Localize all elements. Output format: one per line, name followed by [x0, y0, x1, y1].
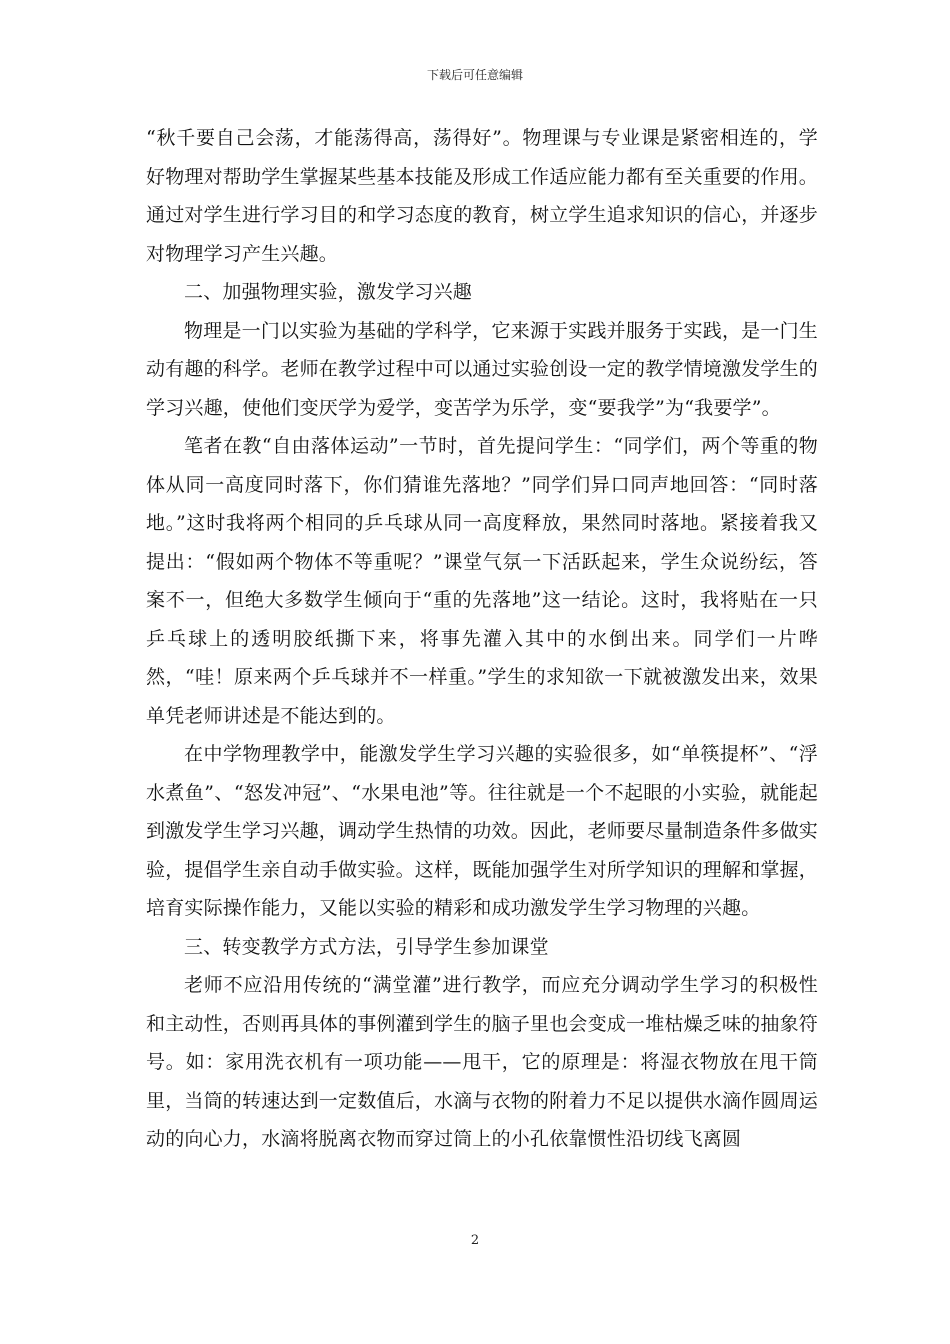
paragraph: “秋千要自己会荡，才能荡得高，荡得好”。物理课与专业课是紧密相连的，学好物理对帮助学生掌握某些基本技能及形成工作适应能力都有至关重要的作用。通过对学生进行学习目的和学习态度的教育，树立学生追求知识的信心，并逐步对物理学习产生兴趣。	[146, 127, 819, 265]
page-header: 下载后可任意编辑	[426, 68, 523, 82]
paragraph: 物理是一门以实验为基础的学科学，它来源于实践并服务于实践，是一门生动有趣的科学。老师在教学过程中可以通过实验创设一定的教学情境激发学生的学习兴趣，使他们变厌学为爱学，变苦学为乐学，变“要我学”为“我要学”。	[146, 319, 819, 419]
paragraph: 笔者在教“自由落体运动”一节时，首先提问学生：“同学们，两个等重的物体从同一高度同时落下，你们猜谁先落地？”同学们异口同声地回答：“同时落地。”这时我将两个相同的乒乓球从同一高度释放，果然同时落地。紧接着我又提出：“假如两个物体不等重呢？”课堂气氛一下活跃起来，学生众说纷纭，答案不一，但绝大多数学生倾向于“重的先落地”这一结论。这时，我将贴在一只乒乓球上的透明胶纸撕下来，将事先灌入其中的水倒出来。同学们一片哗然，“哇！原来两个乒乓球并不一样重。”学生的求知欲一下就被激发出来，效果单凭老师讲述是不能达到的。	[146, 435, 818, 727]
document-body	[146, 119, 818, 1159]
page-number: 2	[470, 1233, 480, 1248]
section-heading: 三、转变教学方式方法，引导学生参加课堂	[184, 935, 549, 958]
section-heading: 二、加强物理实验，激发学习兴趣	[184, 281, 473, 303]
paragraph: 在中学物理教学中，能激发学生学习兴趣的实验很多，如“单筷提杯”、“浮水煮鱼”、“怒发冲冠”、“水果电池”等。往往就是一个不起眼的小实验，就能起到激发学生学习兴趣，调动学生热情的功效。因此，老师要尽量制造条件多做实验，提倡学生亲自动手做实验。这样，既能加强学生对所学知识的理解和掌握，培育实际操作能力，又能以实验的精彩和成功激发学生学习物理的兴趣。	[146, 743, 819, 919]
paragraph: 老师不应沿用传统的“满堂灌”进行教学，而应充分调动学生学习的积极性和主动性，否则再具体的事例灌到学生的脑子里也会变成一堆枯燥乏味的抽象符号。如：家用洗衣机有一项功能——甩干，它的原理是：将湿衣物放在甩干筒里，当筒的转速达到一定数值后，水滴与衣物的附着力不足以提供水滴作圆周运动的向心力，水滴将脱离衣物而穿过筒上的小孔依靠惯性沿切线飞离圆	[146, 974, 819, 1150]
